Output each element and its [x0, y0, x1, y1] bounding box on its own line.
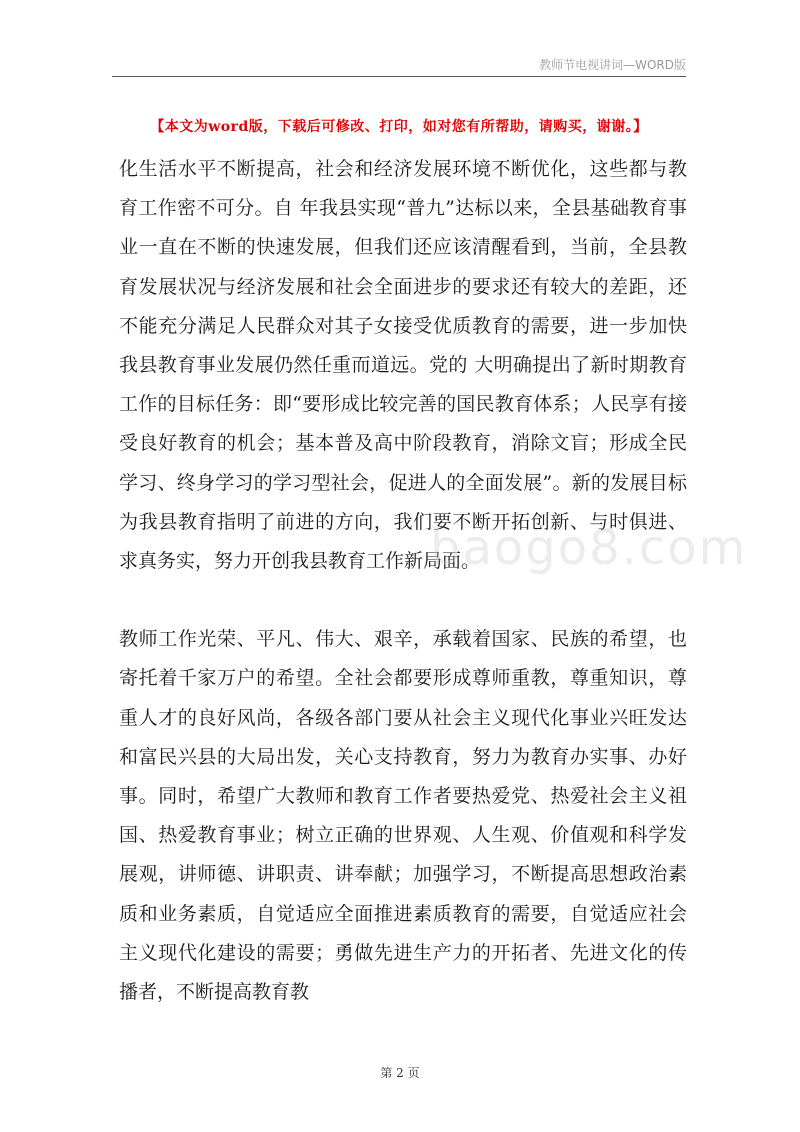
header-divider: [112, 76, 686, 77]
paragraph-2: 教师工作光荣、平凡、伟大、艰辛，承载着国家、民族的希望，也寄托着千家万户的希望。全社会都要形成尊师重教，尊重知识，尊重人才的良好风尚，各级各部门要从社会主义现代化事业兴旺发达和富民兴县的大局出发，关心支持教育，努力为教育办实事、办好事。同时，希望广大教师和教育工作者要热爱党、热爱社会主义祖国、热爱教育事业；树立正确的世界观、人生观、价值观和科学发展观，讲师德、讲职责、讲奉献；加强学习，不断提高思想政治素质和业务素质，自觉适应全面推进素质教育的需要，自觉适应社会主义现代化建设的需要；勇做先进生产力的开拓者、先进文化的传播者，不断提高教育教: [119, 628, 687, 1004]
running-header: 教师节电视讲词—WORD版: [539, 58, 686, 72]
download-notice: 【本文为word版，下载后可修改、打印，如对您有所帮助，请购买，谢谢。】: [150, 119, 648, 135]
document-body: [119, 150, 687, 1012]
watermark: baogo8.com: [430, 520, 748, 576]
paragraph-1: 化生活水平不断提高，社会和经济发展环境不断优化，这些都与教育工作密不可分。自 年我县实现“普九”达标以来，全县基础教育事业一直在不断的快速发展，但我们还应该清醒看到，当前，全县教育发展状况与经济发展和社会全面进步的要求还有较大的差距，还不能充分满足人民群众对其子女接受优质教育的需要，进一步加快我县教育事业发展仍然任重而道远。党的 大明确提出了新时期教育工作的目标任务：即“要形成比较完善的国民教育体系；人民享有接受良好教育的机会；基本普及高中阶段教育，消除文盲；形成全民学习、终身学习的学习型社会，促进人的全面发展”。新的发展目标为我县教育指明了前进的方向，我们要不断开拓创新、与时俱进、求真务实，努力开创我县教育工作新局面。: [119, 158, 687, 573]
page-number: 第 2 页: [380, 1066, 420, 1080]
